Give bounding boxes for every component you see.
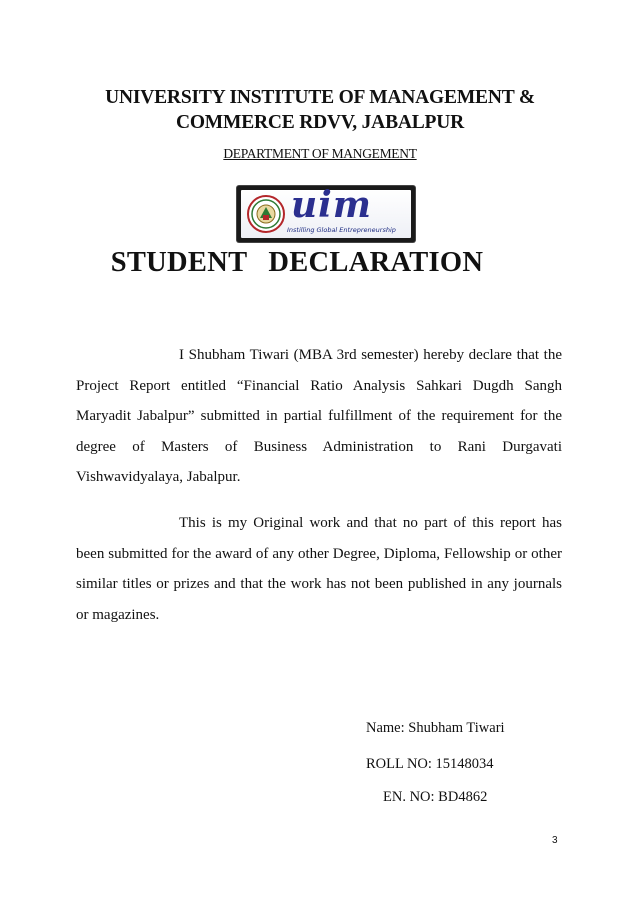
- logo-panel: [241, 184, 411, 238]
- declaration-paragraph-2-text: This is my Original work and that no part of this report has been submitted for the award of any other Degree, Diploma, Fellowship or other similar titles or prizes and that the work has not been published in any journals or magazines.: [76, 515, 562, 623]
- declaration-paragraph-1-text: I Shubham Tiwari (MBA 3rd semester) hereby declare that the Project Report entitled “Financial Ratio Analysis Sahkari Dugdh Sangh Maryadit Jabalpur” submitted in partial fulfillment of the requirement for the degree of Masters of Business Administration to Rani Durgavati Vishwavidyalaya, Jabalpur.: [76, 347, 562, 485]
- institute-heading-line1: UNIVERSITY INSTITUTE OF MANAGEMENT &: [105, 87, 535, 108]
- declaration-paragraph-1: [76, 340, 562, 493]
- logo-tagline: Instilling Global Entrepreneurship: [287, 226, 396, 234]
- declaration-paragraph-2: [76, 508, 562, 630]
- logo-wordmark: uim: [291, 184, 372, 226]
- uim-logo: [237, 186, 415, 242]
- department-name: DEPARTMENT OF MANGEMENT: [223, 146, 417, 161]
- page-title: [0, 247, 638, 279]
- enrollment-number: EN. NO: BD4862: [383, 789, 488, 805]
- roll-number: ROLL NO: 15148034: [366, 756, 494, 772]
- university-emblem-icon: [247, 195, 285, 233]
- student-name: Name: Shubham Tiwari: [366, 720, 505, 736]
- page-title-text: STUDENT DECLARATION: [110, 247, 484, 278]
- institute-heading-line2: COMMERCE RDVV, JABALPUR: [175, 112, 465, 133]
- page-number: 3: [552, 835, 558, 846]
